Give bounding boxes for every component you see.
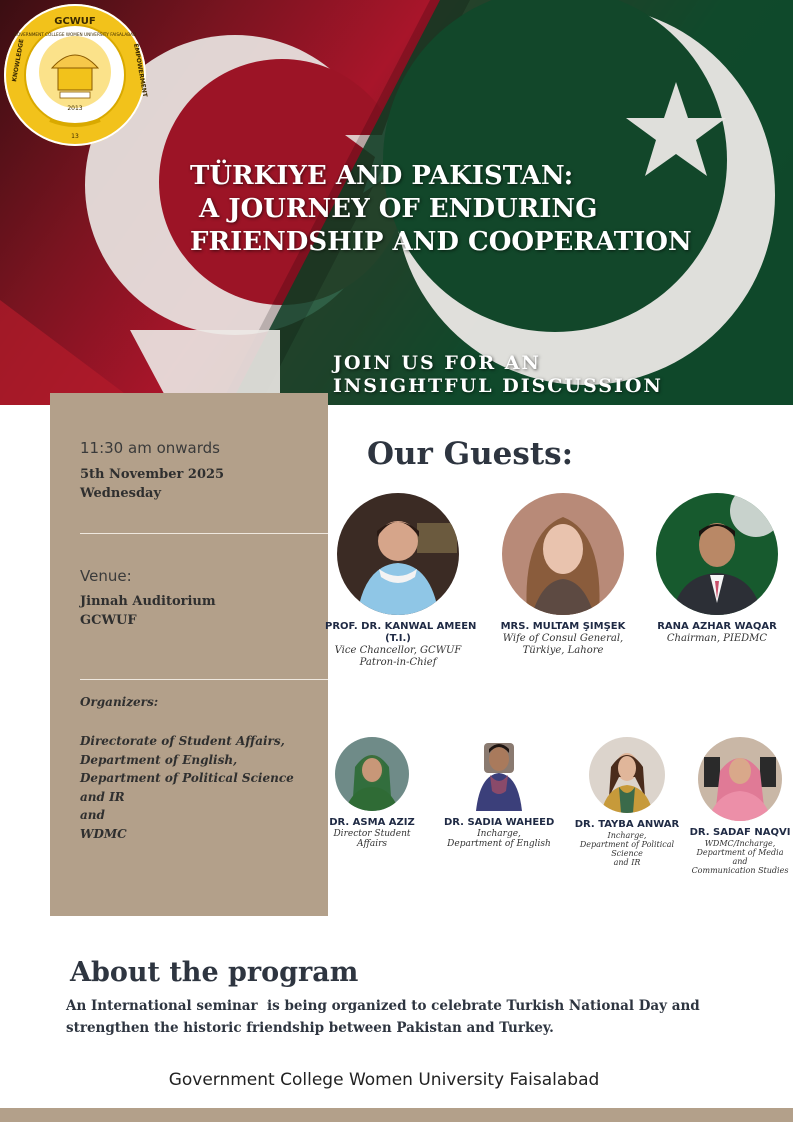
venue-label: Venue: xyxy=(80,567,132,585)
svg-text:GCWUF: GCWUF xyxy=(54,16,96,27)
venue-line: GCWUF xyxy=(80,613,137,628)
institution-name: Government College Women University Faisalabad xyxy=(168,1070,600,1090)
guest-name-line: DR. TAYBA ANWAR xyxy=(574,819,680,830)
event-title-line: A JOURNEY OF ENDURING xyxy=(190,194,598,224)
organizer-item: Department of English, xyxy=(80,752,238,767)
guest-role-line: Department of English xyxy=(447,839,551,849)
footer-bar xyxy=(0,1108,793,1122)
guest-card xyxy=(490,493,636,657)
about-description: An International seminar is being organized to celebrate Turkish National Day and strengthen the historic friendship between Pakistan and Turkey. xyxy=(66,998,705,1036)
guest-role-line: WDMC/Incharge, xyxy=(704,839,776,848)
event-date-text: 5th November 2025 xyxy=(80,467,225,482)
guest-role-line: Incharge, xyxy=(607,831,647,840)
guest-role-line: Chairman, PIEDMC xyxy=(666,633,768,644)
event-title xyxy=(190,160,750,259)
event-date xyxy=(80,465,224,503)
guest-card xyxy=(644,493,790,645)
organizers-list xyxy=(80,732,294,843)
divider xyxy=(80,679,328,680)
guest-photo xyxy=(335,737,409,811)
guest-name-line: DR. SADIA WAHEED xyxy=(444,817,555,828)
guest-name-line: DR. ASMA AZIZ xyxy=(329,817,415,828)
svg-text:GOVERNMENT COLLEGE WOMEN UNIVE: GOVERNMENT COLLEGE WOMEN UNIVERSITY FAISALABAD xyxy=(13,32,137,37)
guest-role xyxy=(444,829,554,849)
organizer-item: Directorate of Student Affairs, xyxy=(80,734,285,748)
guest-name xyxy=(325,621,477,645)
organizer-item: and xyxy=(80,808,105,822)
organizers-label: Organizers: xyxy=(80,695,159,709)
organizer-item: Department of Political Science xyxy=(80,771,294,785)
event-time: 11:30 am onwards xyxy=(80,439,220,457)
guest-role-line: Türkiye, Lahore xyxy=(522,645,604,656)
svg-text:EMPOWERMENT: EMPOWERMENT xyxy=(132,43,148,98)
guest-role-line: and IR xyxy=(613,858,641,867)
guest-photo xyxy=(462,737,536,811)
guest-role xyxy=(490,633,636,657)
guest-role-line: Patron-in-Chief xyxy=(359,657,437,668)
guest-role xyxy=(644,633,790,645)
event-day: Wednesday xyxy=(80,486,162,501)
guest-name-line: PROF. DR. KANWAL AMEEN xyxy=(325,621,477,632)
guest-role-line: Incharge, xyxy=(477,829,521,839)
guest-name xyxy=(688,827,792,839)
event-details-panel xyxy=(50,393,328,916)
join-line: JOIN US FOR AN xyxy=(333,352,541,374)
guests-heading: Our Guests: xyxy=(367,436,574,472)
guest-role-line: Wife of Consul General, xyxy=(502,633,624,644)
svg-text:2013: 2013 xyxy=(67,105,83,112)
guest-name xyxy=(444,817,554,829)
guest-role xyxy=(325,645,471,669)
join-invitation xyxy=(333,352,663,398)
guest-name-line: (T.I.) xyxy=(385,633,411,644)
guest-role-line: Director Student Affairs xyxy=(333,829,411,849)
venue xyxy=(80,592,216,630)
guest-photo xyxy=(589,737,665,813)
event-title-line: TÜRKIYE AND PAKISTAN: xyxy=(190,161,574,191)
guest-photo xyxy=(502,493,624,615)
guest-name xyxy=(322,817,422,829)
guest-role-line: Department of Political Science xyxy=(579,840,675,858)
guest-card xyxy=(566,737,688,867)
guest-role xyxy=(322,829,422,849)
guest-card xyxy=(444,737,554,849)
guest-name-line: RANA AZHAR WAQAR xyxy=(657,621,777,632)
divider xyxy=(80,533,328,534)
organizer-item: WDMC xyxy=(80,826,127,841)
guest-name-line: MRS. MULTAM ŞIMŞEK xyxy=(500,621,626,632)
guest-role-line: Communication Studies xyxy=(691,866,789,875)
guest-card xyxy=(325,493,477,669)
venue-line: Jinnah Auditorium xyxy=(80,594,216,609)
svg-text:KNOWLEDGE: KNOWLEDGE xyxy=(11,38,26,83)
join-line: INSIGHTFUL DISCUSSION xyxy=(333,375,663,397)
guest-photo xyxy=(656,493,778,615)
guest-role-line: Vice Chancellor, GCWUF xyxy=(334,645,462,656)
guest-card xyxy=(688,737,792,875)
guest-card xyxy=(322,737,422,849)
event-title-line: FRIENDSHIP AND COOPERATION xyxy=(190,227,692,257)
organizer-item: and IR xyxy=(80,789,125,804)
guest-name-line: DR. SADAF NAQVI xyxy=(689,827,791,838)
guest-photo xyxy=(698,737,782,821)
about-heading: About the program xyxy=(70,957,359,988)
university-logo xyxy=(2,2,148,148)
guest-name xyxy=(566,819,688,831)
guest-photo xyxy=(337,493,459,615)
guest-name xyxy=(644,621,790,633)
svg-text:13: 13 xyxy=(71,133,79,140)
guest-name xyxy=(490,621,636,633)
guest-role xyxy=(566,831,688,867)
guest-role-line: Department of Media and xyxy=(696,848,784,866)
hero-banner xyxy=(0,0,793,405)
guest-role xyxy=(688,839,792,875)
